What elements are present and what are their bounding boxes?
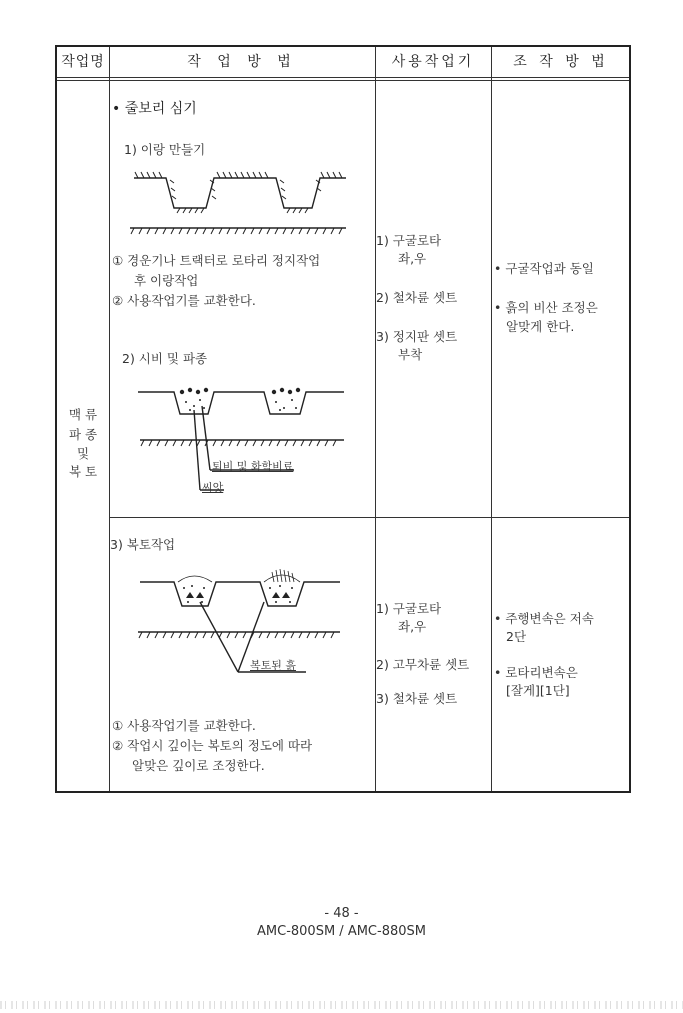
covering-diagram	[136, 568, 346, 676]
step-covering: 3) 복토작업	[110, 537, 176, 552]
op-item: • 흙의 비산 조정은	[494, 300, 598, 315]
page-number: - 48 -	[324, 906, 359, 921]
note-depth-adjust-2: 알맞은 깊이로 조정한다.	[132, 758, 265, 773]
header-task-name: 작업명	[61, 54, 105, 70]
row-divider	[109, 517, 629, 518]
note-change-implement: ② 사용작업기를 교환한다.	[112, 293, 256, 308]
col-divider	[109, 47, 110, 791]
label-fertilizer: 퇴비 및 화학비료	[212, 460, 294, 473]
op-item: • 구굴작업과 동일	[494, 261, 594, 276]
side-label-line1: 맥 류	[68, 407, 98, 422]
note-rotary-tilling: ① 경운기나 트랙터로 로타리 정지작업	[112, 253, 321, 268]
tool-item: 좌,우	[398, 619, 427, 634]
op-item: [잘게][1단]	[506, 683, 570, 698]
tool-item: 3) 정지판 셋트	[376, 329, 458, 344]
header-rule	[57, 77, 629, 78]
tool-item: 1) 구굴로타	[376, 233, 442, 248]
col-divider	[491, 47, 492, 791]
note-depth-adjust: ② 작업시 깊이는 복토의 정도에 따라	[112, 738, 313, 753]
side-label-line3: 및	[76, 446, 90, 461]
note-change-implement-2: ① 사용작업기를 교환한다.	[112, 718, 256, 733]
op-item: 2단	[506, 629, 527, 644]
section-title: • 줄보리 심기	[112, 101, 197, 117]
op-item: • 로타리변속은	[494, 665, 578, 680]
header-rule	[57, 80, 629, 81]
tool-item: 3) 철차륜 셋트	[376, 691, 458, 706]
ridge-diagram	[130, 168, 350, 232]
model-name: AMC-800SM / AMC-880SM	[257, 924, 426, 939]
sowing-diagram	[134, 384, 354, 496]
step-fertilize-sow: 2) 시비 및 파종	[122, 351, 208, 366]
step-ridge-making: 1) 이랑 만들기	[124, 142, 206, 157]
label-seed: 씨앗	[202, 481, 224, 494]
op-item: • 주행변속은 저속	[494, 611, 594, 626]
tool-item: 부착	[398, 347, 423, 362]
col-divider	[375, 47, 376, 791]
note-ridge-work: 후 이랑작업	[134, 273, 199, 288]
header-implement: 사용작업기	[391, 54, 475, 70]
side-label-line4: 복 토	[68, 464, 98, 479]
side-label-line2: 파 종	[68, 427, 98, 442]
label-covered-soil: 복토된 흙	[250, 659, 297, 672]
header-work-method: 작 업 방 법	[187, 54, 297, 70]
header-operation: 조 작 방 법	[513, 54, 609, 70]
tool-item: 좌,우	[398, 251, 427, 266]
scan-artifact	[0, 1001, 683, 1009]
tool-item: 2) 철차륜 셋트	[376, 290, 458, 305]
op-item: 알맞게 한다.	[506, 319, 575, 334]
tool-item: 1) 구굴로타	[376, 601, 442, 616]
tool-item: 2) 고무차륜 셋트	[376, 657, 470, 672]
